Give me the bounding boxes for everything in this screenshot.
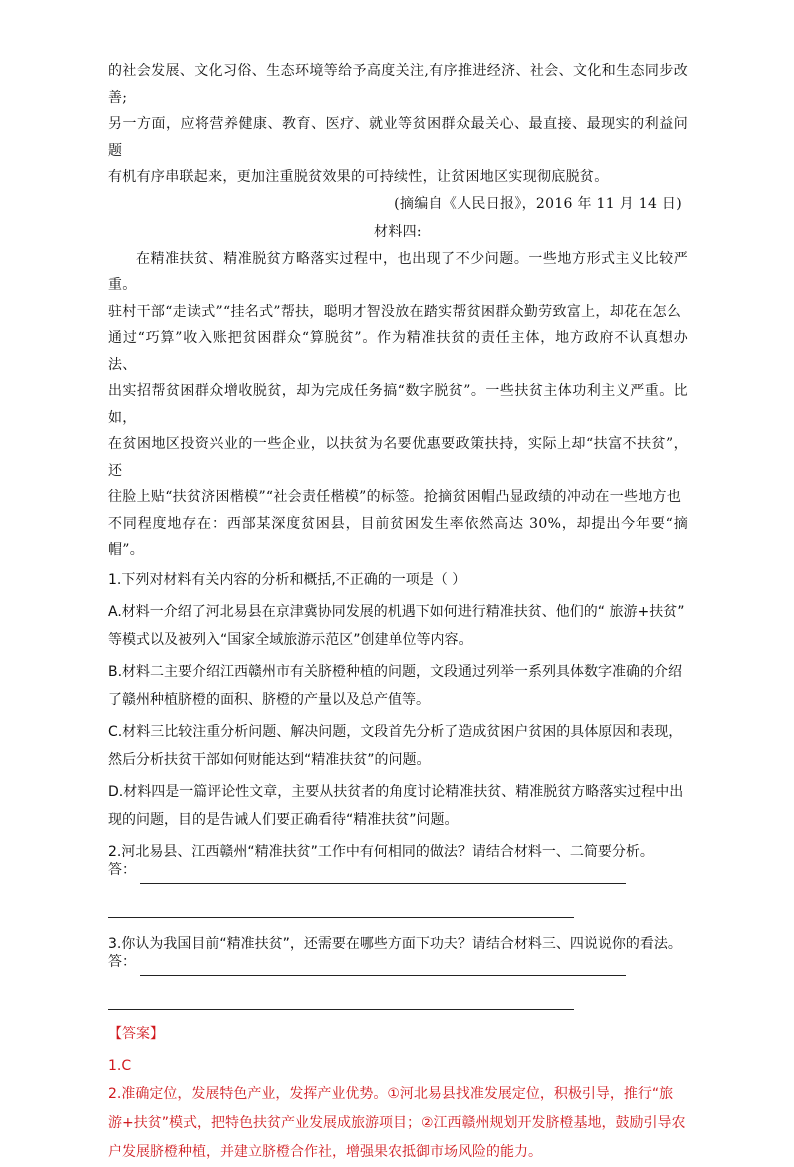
option-line: 然后分析扶贫干部如何财能达到“精准扶贫”的问题。 [108, 751, 431, 768]
question-stem: 3.你认为我国目前“精准扶贫”，还需要在哪些方面下功夫？请结合材料三、四说说你的看法。 [108, 935, 682, 952]
option-b [108, 658, 688, 714]
option-line: 了赣州种植脐橙的面积、脐橙的产量以及总产值等。 [108, 691, 430, 708]
text-line: 游+扶贫”模式，把特色扶贫产业发展成旅游项目；②江西赣州规划开发脐橙基地，鼓励引导农 [108, 1114, 686, 1131]
text-line: 在精准扶贫、精准脱贫方略落实过程中，也出现了不少问题。一些地方形式主义比较严重。 [108, 250, 688, 293]
answer-prefix: 答： [108, 953, 136, 970]
text-line: 驻村干部“走读式”“挂名式”帮扶，聪明才智没放在踏实帮贫困群众勤劳致富上，却花在怎么 [108, 303, 682, 320]
answer-one: 1.C [108, 1057, 132, 1074]
question-two [108, 838, 688, 918]
material-four-body [108, 246, 688, 564]
answer-prefix: 答： [108, 861, 136, 878]
answer-line[interactable] [140, 869, 626, 884]
option-c [108, 718, 688, 774]
text-line: 出实招帮贫困群众增收脱贫，却为完成任务搞“数字脱贫”。一些扶贫主体功利主义严重。比如， [108, 383, 688, 426]
option-line: 等模式以及被列入“国家全域旅游示范区”创建单位等内容。 [108, 631, 473, 648]
text-line: 有机有序串联起来，更加注重脱贫效果的可持续性，让贫困地区实现彻底脱贫。 [108, 169, 609, 185]
answer-line[interactable] [140, 961, 626, 976]
text-line: 在贫困地区投资兴业的一些企业，以扶贫为名要优惠要政策扶持，实际上却“扶富不扶贫”，还 [108, 436, 688, 479]
text-line: 往脸上贴“扶贫济困楷模”“社会责任楷模”的标签。抢摘贫困帽凸显政绩的冲动在一些地方也 [108, 489, 682, 505]
answer-heading: 【答案】 [108, 1025, 164, 1042]
option-line: 现的问题，目的是告诫人们要正确看待“精准扶贫”问题。 [108, 811, 459, 828]
document-page [108, 58, 688, 1167]
question-stem: 1.下列对材料有关内容的分析和概括,不正确的一项是（ ） [108, 571, 467, 588]
text-line: 不同程度地存在：西部某深度贫困县，目前贫困发生率依然高达 30%，却提出今年要“摘帽”。 [108, 515, 688, 558]
answer-section [108, 1020, 688, 1167]
answer-line[interactable] [108, 1008, 574, 1010]
option-a [108, 598, 688, 654]
option-line: A.材料一介绍了河北易县在京津冀协同发展的机遇下如何进行精准扶贫、他们的“ 旅游+扶贫” [108, 603, 685, 620]
answer-line[interactable] [108, 916, 574, 918]
text-line: 另一方面，应将营养健康、教育、医疗、就业等贫困群众最关心、最直接、最现实的利益问题 [108, 116, 688, 159]
text-line: 通过“巧算”收入账把贫困群众“算脱贫”。作为精准扶贫的责任主体，地方政府不认真想办法、 [108, 330, 688, 373]
question-one [108, 566, 688, 834]
question-stem: 2.河北易县、江西赣州“精准扶贫”工作中有何相同的做法？请结合材料一、二简要分析。 [108, 843, 654, 860]
answer-two [108, 1080, 688, 1167]
option-line: B.材料二主要介绍江西赣州市有关脐橙种植的问题，文段通过列举一系列具体数字准确的介绍 [108, 663, 683, 680]
material-three-source: (摘编自《人民日报》，2016 年 11 月 14 日) [394, 195, 682, 212]
text-line: 户发展脐橙种植，并建立脐橙合作社，增强果农抵御市场风险的能力。 [108, 1143, 542, 1160]
option-line: C.材料三比较注重分析问题、解决问题，文段首先分析了造成贫困户贫困的具体原因和表现， [108, 723, 683, 740]
material-three-tail [108, 58, 688, 217]
text-line: 2.准确定位，发展特色产业，发挥产业优势。①河北易县找准发展定位，积极引导，推行“旅 [108, 1085, 674, 1102]
option-d [108, 778, 688, 834]
option-line: D.材料四是一篇评论性文章，主要从扶贫者的角度讨论精准扶贫、精准脱贫方略落实过程中出 [108, 783, 684, 800]
text-line: 的社会发展、文化习俗、生态环境等给予高度关注,有序推进经济、社会、文化和生态同步改善; [108, 63, 688, 106]
material-four-title: 材料四: [374, 224, 422, 240]
question-three [108, 930, 688, 1010]
